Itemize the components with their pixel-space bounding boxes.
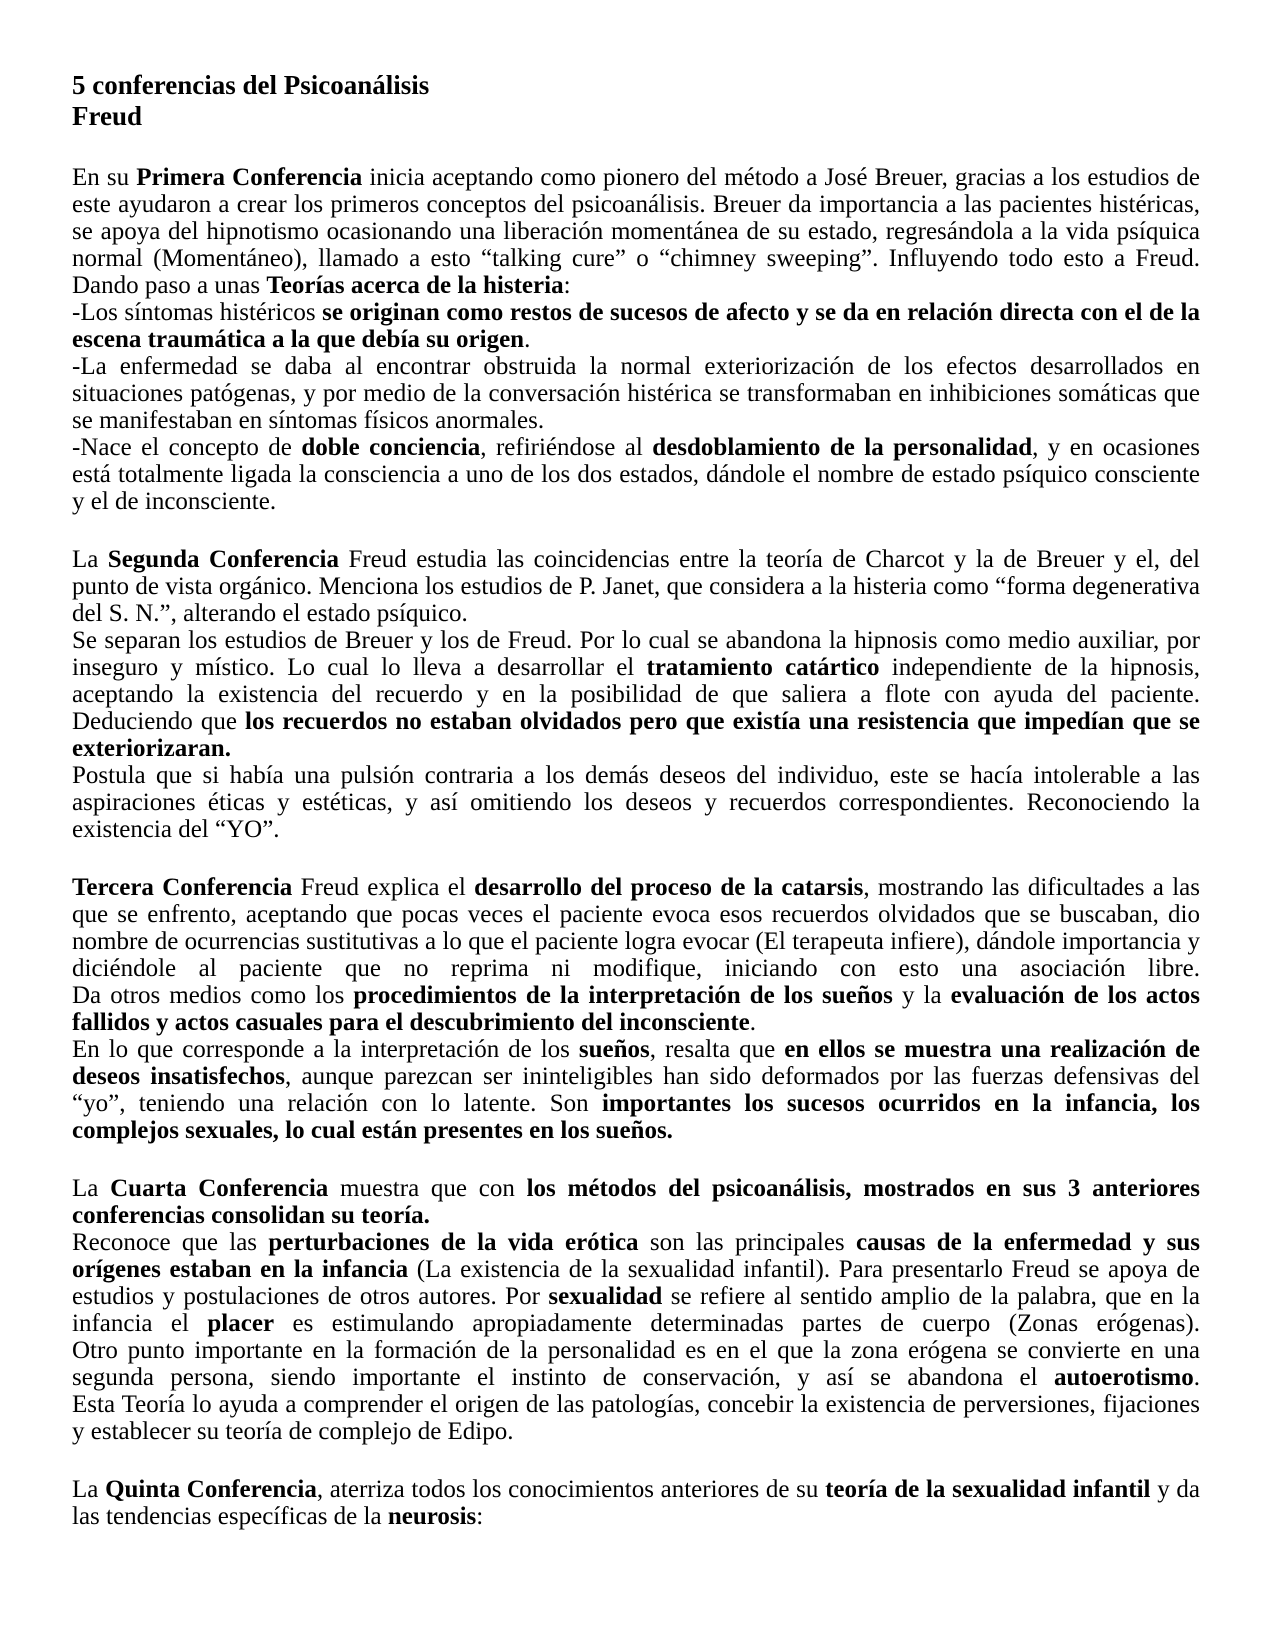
text-run: y da las tendencias específicas de la xyxy=(72,1476,1200,1530)
text-run: , mostrando las dificultades a las que se enfrento, aceptando que pocas veces el paciente evoca esos recuerdos olvidados que se buscaban, dio nombre de ocurrencias sustitutivas a lo que el paciente logra evocar (El terapeuta infiere), dándole importancia y diciéndole al paciente que no reprima ni modifique, iniciando con esto una asociación libre. xyxy=(72,874,1200,982)
text-run: Se separan los estudios de Breuer y los de Freud. Por lo cual se abandona la hipnosis como medio auxiliar, por inseguro y místico. Lo cual lo lleva a desarrollar el xyxy=(72,627,1200,681)
text-run: : xyxy=(563,272,571,299)
text-run: -Los síntomas histéricos xyxy=(72,299,323,326)
bold-text-run: Primera Conferencia xyxy=(136,164,363,191)
document-title: 5 conferencias del Psicoanálisis xyxy=(72,70,430,100)
paragraph-otros-medios xyxy=(72,982,1200,1036)
text-run: Otro punto importante en la formación de la personalidad es en el que la zona erógena se convierte en una segunda persona, siendo importante el instinto de conservación, y así se abandona el xyxy=(72,1337,1200,1391)
text-run: Freud explica el xyxy=(292,874,475,901)
bold-text-run: procedimientos de la interpretación de los sueños xyxy=(353,982,893,1009)
bold-text-run: se originan como restos de sucesos de afecto y se da en relación directa con el de la escena traumática a la que debía su origen xyxy=(72,299,1200,353)
bold-text-run: desdoblamiento de la personalidad xyxy=(652,434,1033,461)
bold-text-run: autoerotismo xyxy=(1053,1364,1194,1391)
text-run: La xyxy=(72,1476,106,1503)
bold-text-run: teoría de la sexualidad infantil xyxy=(825,1476,1151,1503)
text-run: y la xyxy=(892,982,951,1009)
text-run: , aterriza todos los conocimientos anteriores de su xyxy=(316,1476,826,1503)
text-run: Freud estudia las coincidencias entre la teoría de Charcot y la de Breuer y el, del punto de vista orgánico. Menciona los estudios de P. Janet, que considera a la histeria como “forma degenerativa del S. N.”, alterando el estado psíquico. xyxy=(72,546,1200,627)
bold-text-run: importantes los sucesos ocurridos en la infancia, los complejos sexuales, lo cual están presentes en los sueños. xyxy=(72,1090,1201,1144)
paragraph-separacion-breuer-freud xyxy=(72,627,1200,762)
document-body xyxy=(72,164,1200,1530)
bold-text-run: causas de la enfermedad y sus orígenes estaban en la infancia xyxy=(72,1229,1201,1283)
text-run: En lo que corresponde a la interpretación de los xyxy=(72,1036,579,1063)
blank-line xyxy=(72,515,1200,546)
document-author: Freud xyxy=(72,101,143,131)
bold-text-run: tratamiento catártico xyxy=(646,654,880,681)
bold-text-run: los recuerdos no estaban olvidados pero que existía una resistencia que impedían que se exteriorizaran. xyxy=(72,708,1200,762)
blank-line xyxy=(72,1445,1200,1476)
paragraph-doble-conciencia xyxy=(72,434,1200,515)
paragraph-pulsion-yo xyxy=(72,762,1200,843)
paragraph-zona-erogena xyxy=(72,1337,1200,1391)
text-run: son las principales xyxy=(638,1229,856,1256)
bold-text-run: Cuarta Conferencia xyxy=(110,1175,329,1202)
paragraph-vida-erotica xyxy=(72,1229,1200,1337)
text-run: -La enfermedad se daba al encontrar obstruida la normal exteriorización de los efectos desarrollados en situaciones patógenas, y por medio de la conversación histérica se transformaban en inhibiciones somáticas que se manifestaban en síntomas físicos anormales. xyxy=(72,353,1200,434)
text-run: (La existencia de la sexualidad infantil). Para presentarlo Freud se apoya de estudios y postulaciones de otros autores. Por xyxy=(72,1256,1200,1310)
bold-text-run: los métodos del psicoanálisis, mostrados en sus 3 anteriores conferencias consolidan su teoría. xyxy=(72,1175,1200,1229)
bold-text-run: Tercera Conferencia xyxy=(72,874,293,901)
text-run: es estimulando apropiadamente determinadas partes de cuerpo (Zonas erógenas). xyxy=(274,1310,1200,1337)
text-run: muestra que con xyxy=(328,1175,527,1202)
paragraph-interpretacion-suenos xyxy=(72,1036,1200,1144)
paragraph-enfermedad xyxy=(72,353,1200,434)
bold-text-run: perturbaciones de la vida erótica xyxy=(268,1229,639,1256)
text-run: La xyxy=(72,1175,111,1202)
paragraph-teorias-histeria xyxy=(72,272,1200,299)
bold-text-run: sueños xyxy=(578,1036,650,1063)
paragraph-sintomas-histericos xyxy=(72,299,1200,353)
paragraph-tercera-conferencia xyxy=(72,874,1200,982)
paragraph-complejo-edipo xyxy=(72,1391,1200,1445)
text-run: La xyxy=(72,546,108,573)
paragraph-cuarta-conferencia xyxy=(72,1175,1200,1229)
text-run: , aunque parezcan ser ininteligibles han sido deformados por las fuerzas defensivas del “yo”, teniendo una relación con lo latente. Son xyxy=(72,1063,1200,1117)
text-run: . xyxy=(1193,1364,1200,1391)
bold-text-run: en ellos se muestra una realización de deseos insatisfechos xyxy=(72,1036,1200,1090)
blank-line xyxy=(72,843,1200,874)
blank-line xyxy=(72,132,1200,164)
text-run: se refiere al sentido amplio de la palabra, que en la infancia el xyxy=(72,1283,1200,1337)
text-run: inicia aceptando como pionero del método a José Breuer, gracias a los estudios de este ayudaron a crear los primeros conceptos del psicoanálisis. Breuer da importancia a las pacientes histéricas, se apoya del hipnotismo ocasionando una liberación momentánea de su estado, regresándola a la vida psíquica normal (Momentáneo), llamado a esto “talking cure” o “chimney sweeping”. Influyendo todo esto a Freud. xyxy=(72,164,1201,272)
paragraph-primera-conferencia xyxy=(72,164,1200,272)
text-run: -Nace el concepto de xyxy=(72,434,302,461)
bold-text-run: evaluación de los actos fallidos y actos casuales para el descubrimiento del inconsciente xyxy=(72,982,1201,1036)
text-run: Dando paso a unas xyxy=(72,272,267,299)
bold-text-run: placer xyxy=(207,1310,275,1337)
text-run: , resalta que xyxy=(649,1036,785,1063)
text-run: Esta Teoría lo ayuda a comprender el origen de las patologías, concebir la existencia de perversiones, fijaciones y establecer su teoría de complejo de Edipo. xyxy=(72,1391,1200,1445)
paragraph-segunda-conferencia xyxy=(72,546,1200,627)
blank-line xyxy=(72,1144,1200,1175)
bold-text-run: sexualidad xyxy=(548,1283,663,1310)
text-run: . xyxy=(749,1009,756,1036)
text-run: : xyxy=(476,1503,484,1530)
bold-text-run: Quinta Conferencia xyxy=(105,1476,317,1503)
text-run: En su xyxy=(72,164,137,191)
text-run: . xyxy=(524,326,531,353)
bold-text-run: Teorías acerca de la histeria xyxy=(266,272,564,299)
bold-text-run: doble conciencia xyxy=(301,434,481,461)
text-run: independiente de la hipnosis, aceptando la existencia del recuerdo y en la posibilidad de que saliera a flote con ayuda del paciente. Deduciendo que xyxy=(72,654,1200,735)
text-run: Postula que si había una pulsión contraria a los demás deseos del individuo, este se hacía intolerable a las aspiraciones éticas y estéticas, y así omitiendo los deseos y recuerdos correspondientes. Reconociendo la existencia del “YO”. xyxy=(72,762,1200,843)
text-run: Reconoce que las xyxy=(72,1229,269,1256)
text-run: , y en ocasiones está totalmente ligada la consciencia a uno de los dos estados, dándole el nombre de estado psíquico consciente y el de inconsciente. xyxy=(72,434,1201,515)
paragraph-quinta-conferencia xyxy=(72,1476,1200,1530)
bold-text-run: desarrollo del proceso de la catarsis xyxy=(474,874,864,901)
text-run: , refiriéndose al xyxy=(480,434,653,461)
bold-text-run: Segunda Conferencia xyxy=(107,546,340,573)
bold-text-run: neurosis xyxy=(387,1503,477,1530)
text-run: Da otros medios como los xyxy=(72,982,354,1009)
